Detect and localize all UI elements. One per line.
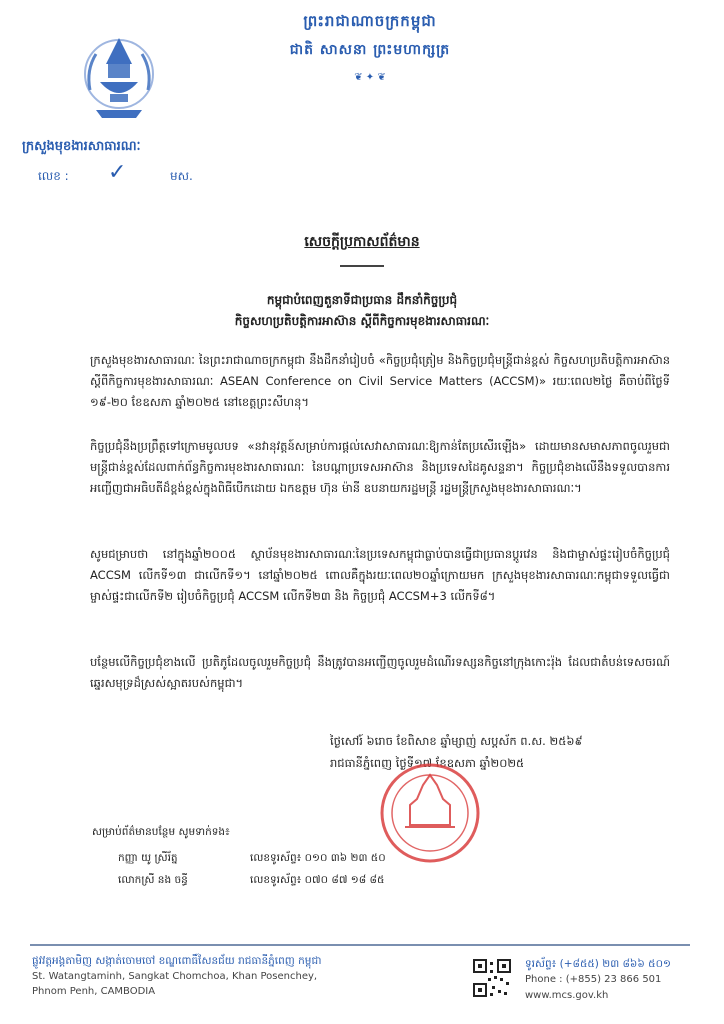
footer-contact [525,956,671,1004]
website-link[interactable]: www.mcs.gov.kh [525,990,609,1001]
paragraph-4: បន្ថែមលើកិច្ចប្រជុំខាងលើ ប្រតិភូដែលចូលរួមកិច្ចប្រជុំ នឹងត្រូវបានអញ្ជើញចូលរួមដំណើរទស្សនកិច្ចនៅក្រុងកោះរ៉ុង ដែលជាតំបន់ទេសចរណ៍ឆ្នេរសមុទ្រដ៏ស្រស់ស្អាតរបស់កម្ពុជា។ [90,655,670,690]
date-lunar: ថ្ងៃសៅរ៍ ៦រោច ខែពិសាខ ឆ្នាំម្សាញ់ សប្តស័ក ព.ស. ២៥៦៩ [330,734,583,748]
contact-name-1: កញ្ញា យូ ស្រីរ័ត្ន [118,852,178,864]
headline-line-2: កិច្ចសហប្រតិបត្តិការអាស៊ាន ស្តីពីកិច្ចការមុខងារសាធារណៈ [234,314,490,328]
paragraph-3: សូមជម្រាបថា នៅក្នុងឆ្នាំ២០០៥ ស្ថាប័នមុខងារសាធារណៈនៃប្រទេសកម្ពុជាធ្លាប់បានធ្វើជាប្រធានប្តូរវេន និងជាម្ចាស់ផ្ទះរៀបចំកិច្ចប្រជុំ ACCSM លើកទី១៣ ជាលើកទី១។ នៅឆ្នាំ២០២៥ ពោលគឺក្នុងរយៈពេល២០ឆ្នាំក្រោយមក ក្រសួងមុខងារសាធារណៈកម្ពុជាទទួលធ្វើជាម្ចាស់ផ្ទះជាលើកទី២ រៀបចំកិច្ចប្រជុំ ACCSM លើកទី២៣ និង កិច្ចប្រជុំ ACCSM+3 លើកទី៨។ [90,547,670,603]
contact-phone-1: លេខទូរស័ព្ទ៖ ០១០ ៣៦ ២៣ ៥០ [250,852,386,864]
qr-code-icon [472,958,512,998]
official-seal-icon [355,755,505,865]
title-divider [340,265,384,267]
paragraph-2: កិច្ចប្រជុំនឹងប្រព្រឹត្តទៅក្រោមមូលបទ «នវានុវត្តន៍សម្រាប់ការផ្តល់សេវាសាធារណៈឱ្យកាន់តែប្រសើរឡើង» ដោយមានសមាសភាពចូលរួមជាមន្ត្រីជាន់ខ្ពស់ដែលពាក់ព័ន្ធកិច្ចការមុខងារសាធារណៈ នៃបណ្តាប្រទេសអាស៊ាន និងប្រទេសដៃគូសន្ទនា។ កិច្ចប្រជុំខាងលើនឹងទទួលបានការអញ្ជើញជាអធិបតីដ៏ខ្ពង់ខ្ពស់ក្នុងពិធីបើកដោយ ឯកឧត្តម ហ៊ុន ម៉ានី ឧបនាយករដ្ឋមន្ត្រី រដ្ឋមន្ត្រីក្រសួងមុខងារសាធារណៈ។ [90,439,670,495]
address-english-2: Phnom Penh, CAMBODIA [32,986,156,997]
headline-line-1: កម្ពុជាបំពេញតួនាទីជាប្រធាន ដឹកនាំកិច្ចប្រជុំ [266,293,458,307]
address-english-1: St. Watangtaminh, Sangkat Chomchoa, Khan Posenchey, [32,971,318,982]
footer-address [32,954,321,999]
address-khmer: ផ្លូវវត្តអង្គតាមិញ សង្កាត់ចោមចៅ ខណ្ឌពោធិ៍សែនជ័យ រាជធានីភ្នំពេញ កម្ពុជា [32,955,322,967]
headline [120,290,604,332]
document-title: សេចក្តីប្រកាសព័ត៌មាន [304,234,420,250]
contact-name-2: លោកស្រី នង ចន្ធី [118,874,188,886]
royal-emblem-icon [76,30,162,130]
ministry-name: ក្រសួងមុខងារសាធារណៈ [22,139,141,154]
kingdom-motto: ជាតិ សាសនា ព្រះមហាក្សត្រ [289,42,451,58]
kingdom-title: ព្រះរាជាណាចក្រកម្ពុជា [303,12,437,30]
phone-khmer: ទូរស័ព្ទ៖ (+៨៥៥) ២៣ ៨៦៦ ៥០១ [525,958,671,970]
paragraph-1: ក្រសួងមុខងារសាធារណៈ នៃព្រះរាជាណាចក្រកម្ពុជា នឹងដឹកនាំរៀបចំ «កិច្ចប្រជុំត្រៀម និងកិច្ចប្រជុំមន្ត្រីជាន់ខ្ពស់ កិច្ចសហប្រតិបត្តិការអាស៊ាន ស្តីពីកិច្ចការមុខងារសាធារណៈ ASEAN Conference on Civil Service Matters (ACCSM)» រយៈពេល២ថ្ងៃ គឺចាប់ពីថ្ងៃទី ១៩-២០ ខែឧសភា ឆ្នាំ២០២៥ នៅខេត្តព្រះសីហនុ។ [90,353,670,409]
contact-phone-2: លេខទូរស័ព្ទ៖ ០៧០ ៨៧ ១៨ ៨៥ [250,874,385,886]
checkmark-icon: ✓ [108,160,127,185]
date-solar: រាជធានីភ្នំពេញ ថ្ងៃទី១៧ ខែឧសភា ឆ្នាំ២០២៥ [330,756,525,770]
ornament-divider-icon: ❦ ✦ ❦ [354,72,386,83]
contact-heading: សម្រាប់ព័ត៌មានបន្ថែម សូមទាក់ទង៖ [92,826,230,838]
phone-english: Phone : (+855) 23 866 501 [525,974,662,985]
reference-suffix: មស. [170,169,193,183]
footer-divider [30,944,690,946]
reference-label: លេខ : [38,169,69,183]
